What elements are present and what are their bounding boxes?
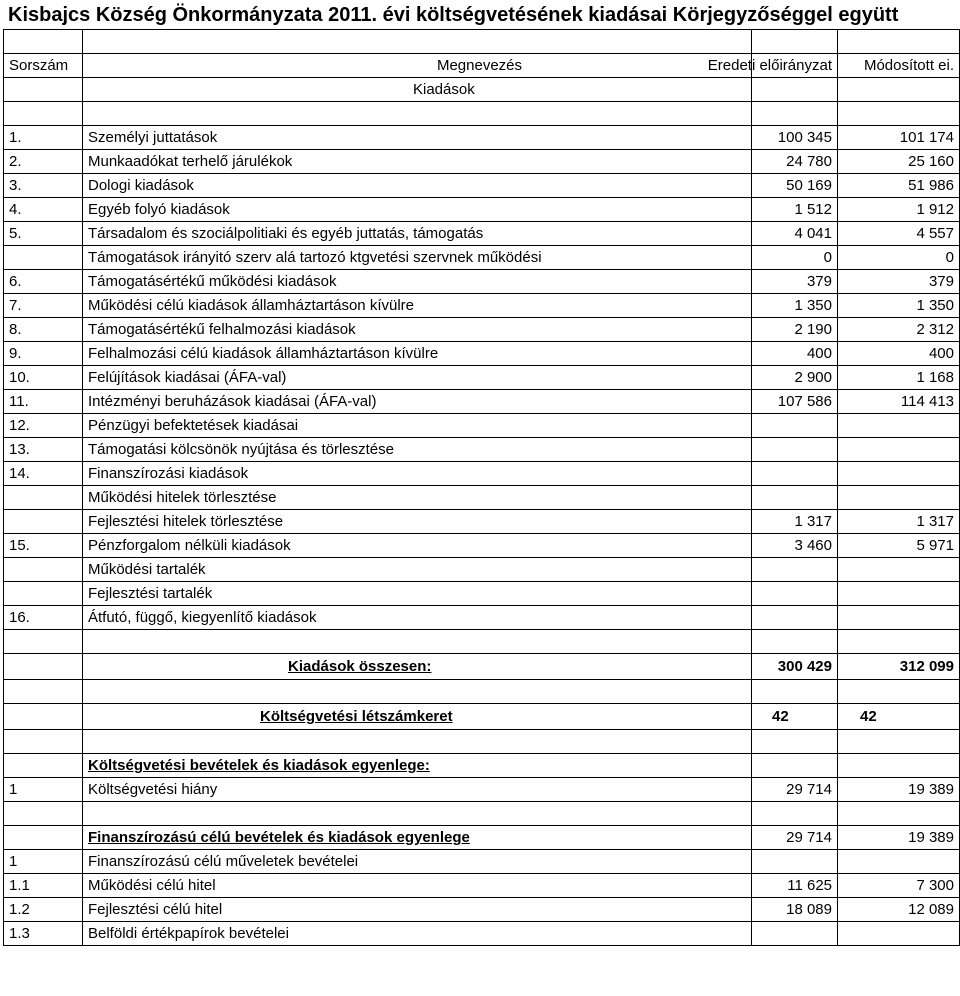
table-row — [4, 318, 960, 342]
row-orig: 100 345 — [752, 126, 838, 150]
row-orig — [752, 462, 838, 486]
row-orig: 4 041 — [752, 222, 838, 246]
headcount-row — [4, 704, 960, 730]
table-cell — [83, 680, 752, 704]
row-mod: 1 168 — [838, 366, 960, 390]
row-name: Felújítások kiadásai (ÁFA-val) — [83, 366, 752, 390]
table-row — [4, 414, 960, 438]
row-mod — [838, 414, 960, 438]
row-name: Pénzforgalom nélküli kiadások — [83, 534, 752, 558]
table-row — [4, 778, 960, 802]
table-cell — [752, 754, 838, 778]
row-no: 3. — [4, 174, 83, 198]
balance-header-row — [4, 754, 960, 778]
table-cell — [4, 826, 83, 850]
row-no: 5. — [4, 222, 83, 246]
budget-table — [3, 29, 960, 946]
row-orig: 1 317 — [752, 510, 838, 534]
row-name: Támogatásértékű működési kiadások — [83, 270, 752, 294]
row-orig: 0 — [752, 246, 838, 270]
row-mod: 25 160 — [838, 150, 960, 174]
row-name: Belföldi értékpapírok bevételei — [83, 922, 752, 946]
total-mod: 312 099 — [838, 654, 960, 680]
row-name: Támogatások irányitó szerv alá tartozó ktgvetési szervnek működési — [83, 246, 752, 270]
table-row — [4, 922, 960, 946]
table-row — [4, 222, 960, 246]
blank-row — [4, 680, 960, 704]
row-orig — [752, 486, 838, 510]
row-mod — [838, 438, 960, 462]
table-cell — [83, 630, 752, 654]
row-orig: 2 190 — [752, 318, 838, 342]
row-mod — [838, 486, 960, 510]
table-row — [4, 366, 960, 390]
table-row — [4, 486, 960, 510]
table-cell — [83, 802, 752, 826]
row-no: 15. — [4, 534, 83, 558]
table-cell — [4, 754, 83, 778]
blank-row — [4, 102, 960, 126]
page-title: Kisbajcs Község Önkormányzata 2011. évi költségvetésének kiadásai Körjegyzőséggel együtt — [8, 4, 899, 26]
row-mod — [838, 606, 960, 630]
table-row — [4, 150, 960, 174]
row-name: Fejlesztési hitelek törlesztése — [83, 510, 752, 534]
row-no: 6. — [4, 270, 83, 294]
row-no: 12. — [4, 414, 83, 438]
row-mod: 7 300 — [838, 874, 960, 898]
row-name: Fejlesztési célú hitel — [83, 898, 752, 922]
row-no: 1.3 — [4, 922, 83, 946]
row-mod — [838, 558, 960, 582]
header-orig-text: Eredeti előirányzat — [707, 57, 832, 74]
table-cell — [4, 78, 83, 102]
row-name: Működési hitelek törlesztése — [83, 486, 752, 510]
total-label: Kiadások összesen: — [83, 654, 752, 680]
row-name: Pénzügyi befektetések kiadásai — [83, 414, 752, 438]
table-row — [4, 438, 960, 462]
blank-row — [4, 802, 960, 826]
row-no: 10. — [4, 366, 83, 390]
table-cell — [752, 730, 838, 754]
headcount-label: Költségvetési létszámkeret — [83, 704, 752, 730]
row-mod: 19 389 — [838, 778, 960, 802]
row-orig: 107 586 — [752, 390, 838, 414]
row-no: 2. — [4, 150, 83, 174]
row-no — [4, 582, 83, 606]
header-no: Sorszám — [4, 54, 83, 78]
row-name: Finanszírozású célú műveletek bevételei — [83, 850, 752, 874]
row-orig: 50 169 — [752, 174, 838, 198]
total-row — [4, 654, 960, 680]
row-mod — [838, 582, 960, 606]
table-row — [4, 174, 960, 198]
row-mod: 101 174 — [838, 126, 960, 150]
table-row — [4, 606, 960, 630]
header-name: Megnevezés — [83, 54, 752, 78]
row-orig: 379 — [752, 270, 838, 294]
row-orig: 1 350 — [752, 294, 838, 318]
row-orig — [752, 414, 838, 438]
row-orig: 11 625 — [752, 874, 838, 898]
row-name: Működési célú hitel — [83, 874, 752, 898]
header-orig — [707, 54, 838, 78]
row-orig: 29 714 — [752, 778, 838, 802]
row-no — [4, 510, 83, 534]
table-cell — [838, 802, 960, 826]
financing-mod: 19 389 — [838, 826, 960, 850]
row-orig: 400 — [752, 342, 838, 366]
table-row — [4, 246, 960, 270]
financing-header-row — [4, 826, 960, 850]
row-mod: 2 312 — [838, 318, 960, 342]
row-mod: 5 971 — [838, 534, 960, 558]
row-mod: 51 986 — [838, 174, 960, 198]
row-no — [4, 558, 83, 582]
row-no: 8. — [4, 318, 83, 342]
row-name: Egyéb folyó kiadások — [83, 198, 752, 222]
row-no: 1 — [4, 850, 83, 874]
blank-row — [4, 630, 960, 654]
row-name: Támogatási kölcsönök nyújtása és törlesztése — [83, 438, 752, 462]
row-no: 13. — [4, 438, 83, 462]
balance-label: Költségvetési bevételek és kiadások egyenlege: — [83, 754, 752, 778]
table-row — [4, 582, 960, 606]
total-orig: 300 429 — [752, 654, 838, 680]
row-mod — [838, 922, 960, 946]
table-row — [4, 270, 960, 294]
row-orig — [752, 922, 838, 946]
row-mod: 0 — [838, 246, 960, 270]
row-name: Átfutó, függő, kiegyenlítő kiadások — [83, 606, 752, 630]
table-row — [4, 390, 960, 414]
table-row — [4, 510, 960, 534]
row-no: 1. — [4, 126, 83, 150]
table-cell — [4, 802, 83, 826]
row-no: 9. — [4, 342, 83, 366]
row-no — [4, 486, 83, 510]
headcount-mod: 42 — [838, 704, 960, 730]
row-name: Intézményi beruházások kiadásai (ÁFA-val) — [83, 390, 752, 414]
row-name: Finanszírozási kiadások — [83, 462, 752, 486]
row-mod — [838, 850, 960, 874]
row-no: 14. — [4, 462, 83, 486]
headcount-orig: 42 — [752, 704, 838, 730]
row-no: 7. — [4, 294, 83, 318]
table-cell — [4, 730, 83, 754]
table-cell — [83, 102, 752, 126]
row-mod: 379 — [838, 270, 960, 294]
table-row — [4, 874, 960, 898]
table-cell — [838, 78, 960, 102]
table-cell — [752, 630, 838, 654]
row-orig — [752, 850, 838, 874]
table-cell — [838, 730, 960, 754]
row-no: 11. — [4, 390, 83, 414]
row-no — [4, 246, 83, 270]
row-orig — [752, 558, 838, 582]
row-mod: 4 557 — [838, 222, 960, 246]
header-mod: Módosított ei. — [838, 54, 960, 78]
table-cell — [752, 102, 838, 126]
row-name: Működési célú kiadások államháztartáson kívülre — [83, 294, 752, 318]
section-row — [4, 78, 960, 102]
row-orig: 24 780 — [752, 150, 838, 174]
row-mod: 114 413 — [838, 390, 960, 414]
financing-orig: 29 714 — [752, 826, 838, 850]
row-name: Dologi kiadások — [83, 174, 752, 198]
table-cell — [752, 680, 838, 704]
row-orig — [752, 582, 838, 606]
row-name: Felhalmozási célú kiadások államháztartáson kívülre — [83, 342, 752, 366]
row-name: Személyi juttatások — [83, 126, 752, 150]
row-name: Fejlesztési tartalék — [83, 582, 752, 606]
row-mod — [838, 462, 960, 486]
table-cell — [83, 730, 752, 754]
row-name: Működési tartalék — [83, 558, 752, 582]
table-cell — [838, 102, 960, 126]
table-row — [4, 898, 960, 922]
row-no: 1.2 — [4, 898, 83, 922]
row-no: 1.1 — [4, 874, 83, 898]
table-cell — [4, 704, 83, 730]
row-name: Költségvetési hiány — [83, 778, 752, 802]
table-cell — [4, 102, 83, 126]
row-mod: 1 317 — [838, 510, 960, 534]
row-mod: 1 350 — [838, 294, 960, 318]
row-orig: 2 900 — [752, 366, 838, 390]
table-row — [4, 126, 960, 150]
row-orig: 18 089 — [752, 898, 838, 922]
table-cell — [838, 680, 960, 704]
row-mod: 12 089 — [838, 898, 960, 922]
row-name: Társadalom és szociálpolitiaki és egyéb juttatás, támogatás — [83, 222, 752, 246]
table-cell — [752, 78, 838, 102]
row-orig — [752, 606, 838, 630]
row-orig: 1 512 — [752, 198, 838, 222]
row-mod: 400 — [838, 342, 960, 366]
table-cell — [838, 754, 960, 778]
section-label: Kiadások — [83, 78, 752, 102]
row-orig — [752, 438, 838, 462]
row-no: 4. — [4, 198, 83, 222]
table-row — [4, 462, 960, 486]
table-cell — [4, 654, 83, 680]
table-cell — [838, 630, 960, 654]
table-row — [4, 294, 960, 318]
table-row — [4, 342, 960, 366]
table-cell — [4, 680, 83, 704]
blank-row — [4, 30, 960, 54]
row-no: 16. — [4, 606, 83, 630]
table-row — [4, 198, 960, 222]
blank-row — [4, 730, 960, 754]
row-mod: 1 912 — [838, 198, 960, 222]
financing-label: Finanszírozású célú bevételek és kiadások egyenlege — [83, 826, 752, 850]
table-row — [4, 850, 960, 874]
table-row — [4, 534, 960, 558]
row-no: 1 — [4, 778, 83, 802]
table-cell — [4, 630, 83, 654]
table-cell — [752, 802, 838, 826]
table-row — [4, 558, 960, 582]
row-name: Munkaadókat terhelő járulékok — [83, 150, 752, 174]
row-orig: 3 460 — [752, 534, 838, 558]
header-row — [4, 54, 960, 78]
row-name: Támogatásértékű felhalmozási kiadások — [83, 318, 752, 342]
